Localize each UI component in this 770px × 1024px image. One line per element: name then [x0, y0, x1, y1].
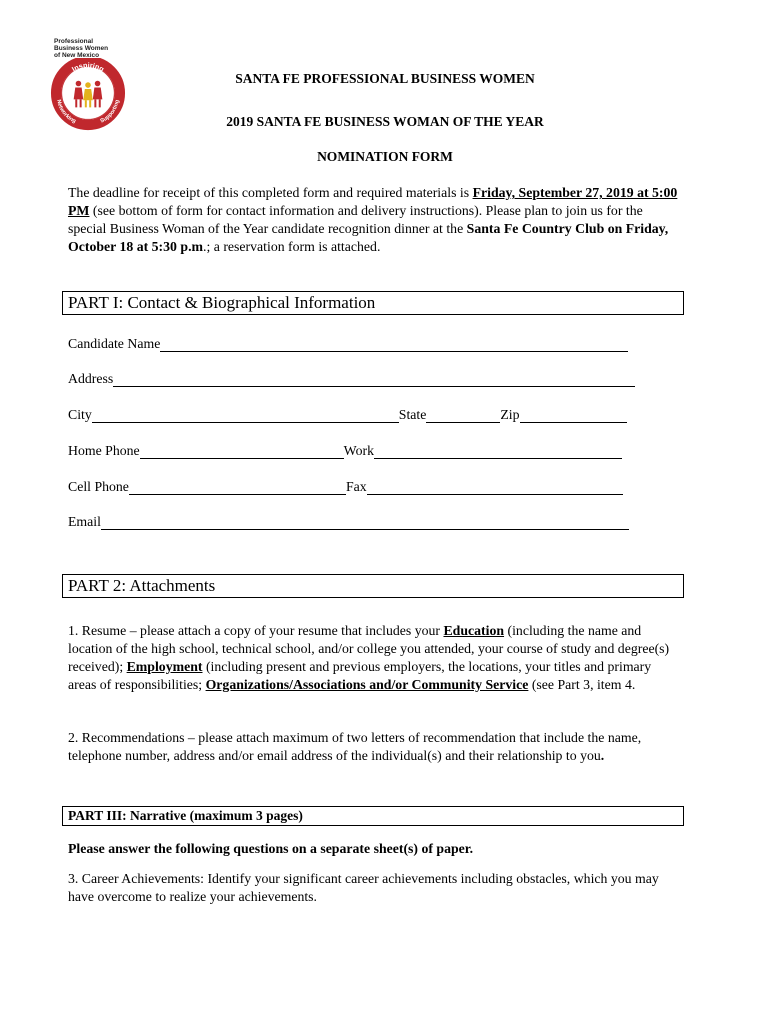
address-field[interactable] — [113, 372, 635, 387]
resume-text: (including present and previous employers, the locations, your titles and primary areas of responsibilities; — [68, 659, 652, 692]
home-phone-field[interactable] — [140, 444, 344, 459]
zip-label: Zip — [500, 407, 520, 422]
fax-field[interactable] — [367, 480, 623, 495]
recommendations-paragraph — [68, 729, 674, 765]
home-phone-label: Home Phone — [68, 443, 140, 458]
venue-text: Santa Fe Country Club on Friday, October 18 at 5:30 p.m — [68, 221, 669, 254]
resume-text: (including the name and location of the high school, technical school, and/or college you attended, your course of study and degree(s) received); — [68, 623, 670, 674]
logo-ring-right: Supporting — [99, 99, 121, 125]
address-label: Address — [68, 371, 114, 386]
logo-line: Professional — [54, 38, 94, 45]
fax-label: Fax — [345, 479, 367, 494]
part2-heading: PART 2: Attachments — [62, 574, 684, 598]
part3-heading: PART III: Narrative (maximum 3 pages) — [62, 806, 684, 826]
state-field[interactable] — [426, 408, 500, 423]
logo-org-name — [54, 38, 108, 59]
city-field[interactable] — [92, 408, 399, 423]
recommendations-end: . — [600, 748, 605, 763]
candidate-name-row — [68, 332, 628, 352]
cell-phone-field[interactable] — [129, 480, 346, 495]
logo-ring-top: Inspiring — [70, 61, 106, 74]
organization-heading: SANTA FE PROFESSIONAL BUSINESS WOMEN — [235, 71, 535, 86]
logo-line: Business Women — [54, 45, 109, 52]
candidate-name-field[interactable] — [160, 337, 628, 352]
part1-heading: PART I: Contact & Biographical Information — [62, 291, 684, 315]
career-achievements-question: 3. Career Achievements: Identify your significant career achievements including obstacles, which you may have overcome to realize your achievements. — [68, 871, 659, 904]
intro-paragraph — [68, 184, 678, 256]
work-phone-label: Work — [343, 443, 374, 458]
intro-text: (see bottom of form for contact information and delivery instructions). Please plan to join us for the special Business Woman of the Year candidate recognition dinner at the — [68, 203, 643, 236]
employment-text: Employment — [126, 659, 203, 674]
work-phone-field[interactable] — [374, 444, 622, 459]
email-field[interactable] — [101, 515, 629, 530]
education-text: Education — [443, 623, 505, 638]
logo-ring-left: Networking — [55, 99, 77, 125]
resume-text: (see Part 3, item 4. — [528, 677, 636, 692]
organizations-text: Organizations/Associations and/or Community Service — [205, 677, 529, 692]
address-row — [68, 367, 635, 387]
cell-phone-label: Cell Phone — [68, 479, 129, 494]
resume-paragraph — [68, 622, 674, 694]
phone-row — [68, 439, 622, 459]
recommendations-text: 2. Recommendations – please attach maximum of two letters of recommendation that include the name, telephone number, address and/or email address of the individual(s) and their relationship to you — [68, 730, 642, 763]
intro-text: .; a reservation form is attached. — [203, 239, 381, 254]
logo-line: of New Mexico — [54, 52, 100, 59]
deadline-text: Friday, September 27, 2019 at 5:00 PM — [68, 185, 678, 218]
part3-instruction: Please answer the following questions on a separate sheet(s) of paper. — [68, 841, 474, 856]
city-state-zip-row — [68, 403, 627, 423]
award-heading: 2019 SANTA FE BUSINESS WOMAN OF THE YEAR — [226, 114, 544, 129]
city-label: City — [68, 407, 92, 422]
cell-fax-row — [68, 475, 623, 495]
email-label: Email — [68, 514, 101, 529]
state-label: State — [398, 407, 427, 422]
resume-text: 1. Resume – please attach a copy of your resume that includes your — [68, 623, 444, 638]
zip-field[interactable] — [520, 408, 627, 423]
form-title: NOMINATION FORM — [317, 149, 453, 164]
email-row — [68, 510, 629, 530]
intro-text: The deadline for receipt of this completed form and required materials is — [68, 185, 473, 200]
candidate-name-label: Candidate Name — [68, 336, 161, 351]
